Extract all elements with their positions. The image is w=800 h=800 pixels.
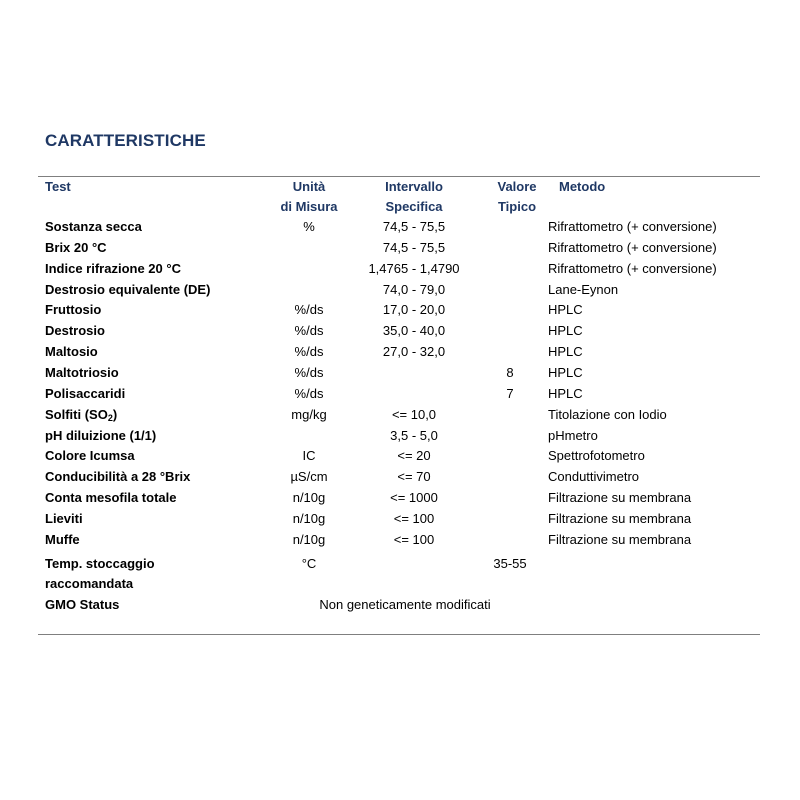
row-test: Conducibilità a 28 °Brix — [45, 469, 191, 485]
table-row — [0, 299, 800, 320]
row-range: <= 1000 — [390, 490, 438, 506]
row-range: 35,0 - 40,0 — [382, 323, 446, 339]
row-unit: %/ds — [294, 365, 324, 380]
row-method: pHmetro — [548, 427, 598, 443]
row-method: HPLC — [548, 344, 583, 360]
row-range: <= 100 — [393, 531, 435, 547]
row-unit: %/ds — [294, 302, 324, 318]
row-typical: 8 — [506, 365, 514, 380]
row-test: Destrosio equivalente (DE) — [45, 281, 211, 297]
table-row — [0, 466, 800, 487]
row-unit: IC — [302, 448, 316, 464]
row-test: Maltotriosio — [45, 365, 119, 380]
row-unit: %/ds — [294, 344, 324, 360]
row-method: Filtrazione su membrana — [548, 531, 692, 547]
row-method: Lane-Eynon — [548, 281, 619, 297]
header-range — [352, 177, 476, 217]
storage-test-line1: Temp. stoccaggio — [45, 556, 155, 571]
header-test: Test — [45, 179, 71, 194]
row-test: Brix 20 °C — [45, 239, 107, 255]
table-row — [0, 362, 800, 383]
row-test: Polisaccaridi — [45, 385, 126, 401]
row-method: Filtrazione su membrana — [548, 490, 692, 506]
row-test: Muffe — [45, 531, 80, 547]
row-test-text: Solfiti (SO — [45, 406, 108, 422]
header-unit-line1: Unità — [292, 179, 326, 194]
header-typical — [484, 177, 550, 217]
row-method: Filtrazione su membrana — [548, 510, 692, 526]
row-method: Rifrattometro (+ conversione) — [548, 219, 717, 234]
row-unit: n/10g — [292, 510, 326, 526]
row-method: Spettrofotometro — [548, 448, 645, 464]
row-method: HPLC — [548, 302, 583, 318]
page-title: CARATTERISTICHE — [45, 131, 206, 150]
row-unit: n/10g — [292, 490, 326, 506]
row-unit: %/ds — [294, 323, 324, 339]
row-range: 1,4765 - 1,4790 — [368, 260, 460, 276]
table-row — [0, 216, 800, 237]
row-unit: n/10g — [292, 531, 326, 547]
storage-test-line2: raccomandata — [45, 576, 134, 591]
row-test: Lieviti — [45, 510, 83, 526]
header-typical-line2: Tipico — [497, 199, 537, 214]
row-test-suffix: ) — [112, 406, 118, 422]
table-row — [0, 487, 800, 508]
row-method: HPLC — [548, 385, 583, 401]
row-range: <= 100 — [393, 510, 435, 526]
row-test: Maltosio — [45, 344, 98, 360]
row-range: <= 70 — [397, 469, 431, 485]
row-range: 17,0 - 20,0 — [382, 302, 446, 318]
table-bottom-rule — [38, 634, 760, 635]
table-row — [0, 279, 800, 300]
table-row — [0, 425, 800, 446]
row-test — [45, 404, 117, 425]
row-test: Fruttosio — [45, 302, 102, 318]
row-range: 74,5 - 75,5 — [382, 219, 446, 234]
row-range: 3,5 - 5,0 — [390, 427, 438, 443]
header-range-line1: Intervallo — [385, 179, 443, 194]
row-test: Colore Icumsa — [45, 448, 135, 464]
table-row — [0, 237, 800, 258]
table-row-gmo — [0, 594, 800, 615]
row-test: Indice rifrazione 20 °C — [45, 260, 181, 276]
header-method: Metodo — [559, 179, 606, 194]
table-row — [0, 258, 800, 279]
header-typical-line1: Valore — [497, 179, 537, 194]
row-range: <= 20 — [397, 448, 431, 464]
row-test: Conta mesofila totale — [45, 490, 177, 506]
table-row — [0, 320, 800, 341]
table-row — [0, 404, 800, 425]
row-unit: mg/kg — [291, 406, 327, 422]
header-range-line2: Specifica — [385, 199, 443, 214]
row-test: Destrosio — [45, 323, 105, 339]
row-typical: 7 — [506, 385, 514, 401]
row-unit: % — [303, 219, 315, 234]
row-range: 74,5 - 75,5 — [382, 239, 446, 255]
storage-typical: 35-55 — [493, 556, 527, 571]
gmo-test: GMO Status — [45, 597, 120, 612]
table-row — [0, 383, 800, 404]
gmo-value: Non geneticamente modificati — [319, 597, 491, 612]
row-test: pH diluizione (1/1) — [45, 427, 157, 443]
table-row-storage — [0, 553, 800, 595]
storage-unit: °C — [301, 556, 317, 571]
table-row — [0, 445, 800, 466]
header-unit-line2: di Misura — [280, 199, 338, 214]
row-test-subscript: 2 — [107, 412, 113, 423]
row-method: Rifrattometro (+ conversione) — [548, 239, 717, 255]
row-range: 27,0 - 32,0 — [382, 344, 446, 360]
row-unit: %/ds — [294, 385, 324, 401]
row-range: 74,0 - 79,0 — [382, 281, 446, 297]
header-unit — [262, 177, 356, 217]
table-row — [0, 508, 800, 529]
row-method: Conduttivimetro — [548, 469, 640, 485]
table-row — [0, 529, 800, 550]
row-range: <= 10,0 — [391, 406, 437, 422]
row-method: Titolazione con Iodio — [548, 406, 667, 422]
row-test: Sostanza secca — [45, 219, 142, 234]
row-method: HPLC — [548, 323, 583, 339]
row-method: Rifrattometro (+ conversione) — [548, 260, 717, 276]
table-row — [0, 341, 800, 362]
row-unit: µS/cm — [290, 469, 328, 485]
row-method: HPLC — [548, 365, 583, 380]
